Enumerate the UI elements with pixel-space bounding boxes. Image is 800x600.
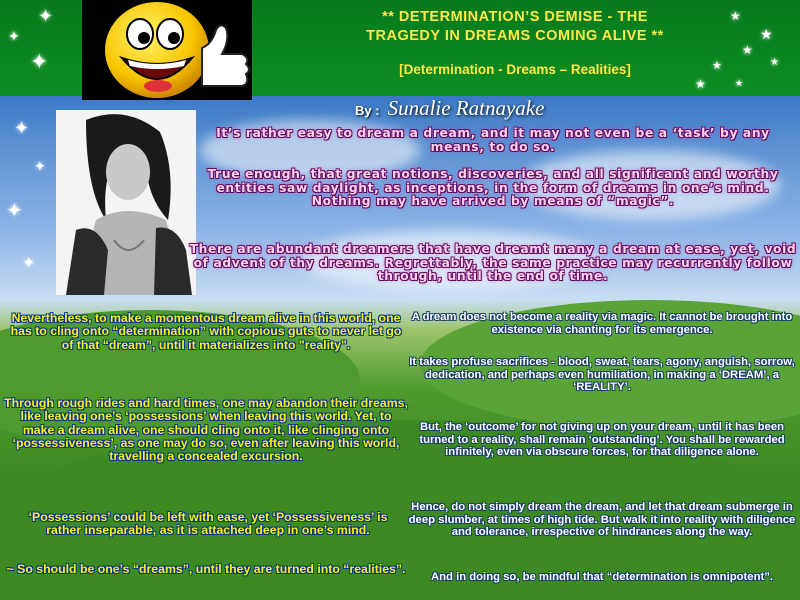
sparkle-star-icon: ★ bbox=[760, 27, 773, 43]
title-line-2: TRAGEDY IN DREAMS COMING ALIVE ** bbox=[366, 28, 664, 44]
author-name: Sunalie Ratnayake bbox=[387, 96, 545, 120]
sparkle-star-icon: ✦ bbox=[30, 50, 49, 75]
right-paragraph-5: And in doing so, be mindful that “determination is omnipotent”. bbox=[430, 571, 774, 583]
right-paragraph-1: A dream does not become a reality via magic. It cannot be brought into existence via chanting for its emergence. bbox=[411, 311, 793, 336]
sparkle-star-icon: ★ bbox=[735, 79, 744, 89]
byline bbox=[355, 96, 544, 120]
left-paragraph-2: Through rough rides and hard times, one may abandon their dreams, like leaving one’s ‘possessions’ when leaving this world. Yet, to make a dream alive, one should cling onto it, like clinging onto ‘possessiveness’, as one may do so, even after leaving this world, travelling a concealed excursion. bbox=[4, 396, 408, 464]
sparkle-star-icon: ✦ bbox=[38, 6, 54, 27]
thumbs-up-smiley-icon bbox=[82, 0, 252, 100]
intro-paragraph-1: It’s rather easy to dream a dream, and it may not even be a ‘task’ by any means, to do so. bbox=[216, 126, 770, 154]
sparkle-star-icon: ★ bbox=[695, 77, 706, 91]
sparkle-star-icon: ★ bbox=[712, 59, 722, 72]
intro-paragraph-2: True enough, that great notions, discoveries, and all significant and worthy entities saw daylight, as inceptions, in the form of dreams in one’s mind. Nothing may have arrived by means of “magic”. bbox=[207, 167, 779, 209]
sparkle-star-icon: ★ bbox=[770, 57, 779, 68]
sparkle-star-icon: ★ bbox=[742, 43, 753, 57]
left-paragraph-1: Nevertheless, to make a momentous dream alive in this world, one has to cling onto “determination” with copious guts to never let go of that “dream”, until it materializes into "reality". bbox=[10, 311, 402, 352]
sparkle-star-icon: ✦ bbox=[14, 118, 30, 139]
by-label: By : bbox=[355, 103, 380, 118]
right-paragraph-3: But, the ‘outcome’ for not giving up on your dream, until it has been turned to a reality, shall remain ‘outstanding’. You shall be rewarded infinitely, even via obscure forces, for that diligence alone. bbox=[419, 421, 785, 459]
sparkle-star-icon: ★ bbox=[730, 9, 741, 23]
right-paragraph-2: It takes profuse sacrifices - blood, sweat, tears, agony, anguish, sorrow, dedication, and perhaps even humiliation, in making a ‘DREAM’, a ‘REALITY’. bbox=[409, 356, 795, 394]
intro-paragraph-3: There are abundant dreamers that have dreamt many a dream at ease, yet, void of advent of thy dreams. Regrettably, the same practice may recurrently follow through, until the end of time. bbox=[189, 242, 797, 284]
sparkle-star-icon: ✦ bbox=[22, 253, 36, 272]
sparkle-star-icon: ✦ bbox=[6, 198, 23, 222]
sparkle-star-icon: ✦ bbox=[34, 159, 46, 175]
right-paragraph-4: Hence, do not simply dream the dream, and let that dream submerge in deep slumber, at times of high tide. But walk it into reality with diligence and tolerance, irrespective of hindrances along the way. bbox=[408, 501, 796, 539]
sparkle-star-icon: ✦ bbox=[8, 29, 20, 45]
left-paragraph-4: ~ So should be one’s “dreams”, until they are turned into “realities”. bbox=[6, 562, 406, 576]
title-line-1: ** DETERMINATION’S DEMISE - THE bbox=[382, 9, 648, 25]
page-title bbox=[250, 8, 780, 46]
left-paragraph-3: ‘Possessions’ could be left with ease, yet ‘Possessiveness’ is rather inseparable, as it is attached deep in one’s mind. bbox=[28, 510, 388, 538]
author-photo bbox=[56, 110, 196, 295]
page-subtitle: [Determination - Dreams – Realities] bbox=[399, 62, 631, 77]
